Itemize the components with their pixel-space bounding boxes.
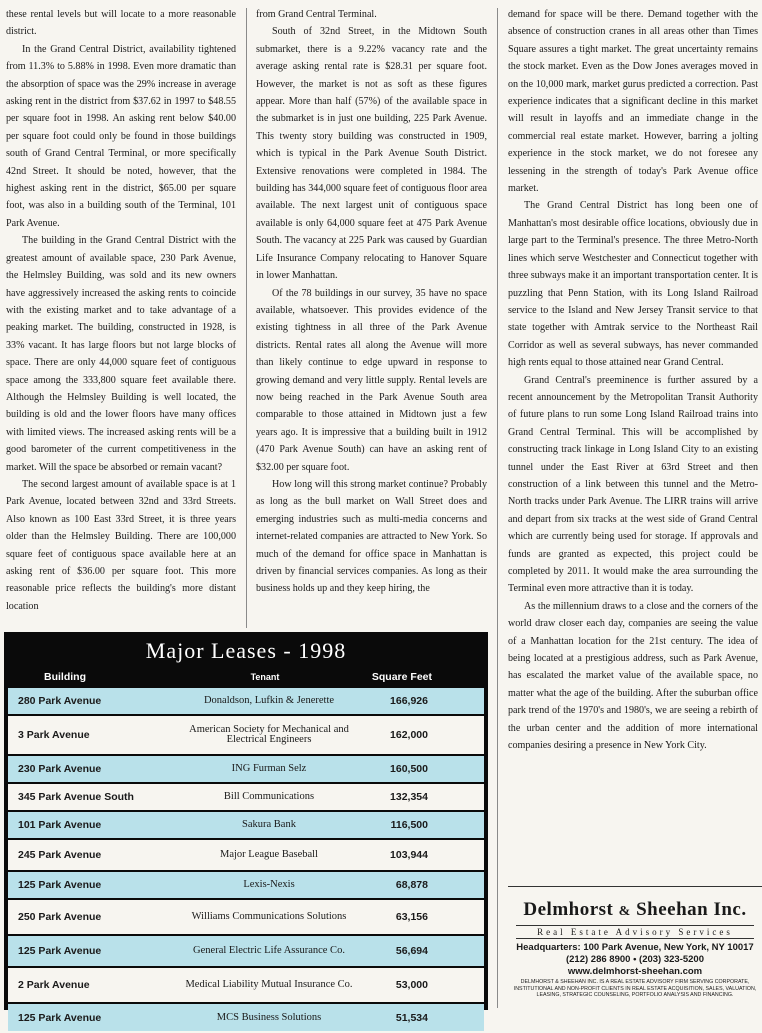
table-row [8, 688, 484, 714]
article-column-2 [256, 6, 487, 598]
paragraph: The second largest amount of available space is at 1 Park Avenue, located between 32nd and 33rd Streets. Also known as 100 East 33rd Street, it is three years older than the Helmsley Building. There are 100,000 square feet of contiguous space available here at an asking rent of $36.00 per square foot. This more reasonable price reflects the building's more distant location [6, 478, 236, 612]
building-cell: 345 Park Avenue South [18, 791, 134, 804]
sqft-cell: 68,878 [395, 879, 428, 892]
building-cell: 101 Park Avenue [18, 819, 102, 832]
tenant-cell: Bill Communications [223, 791, 315, 803]
tenant-cell: American Society for Mechanical and Electrical Engineers [189, 724, 349, 746]
paragraph: from Grand Central Terminal. [256, 9, 377, 20]
building-cell: 125 Park Avenue [18, 1011, 102, 1024]
sqft-cell: 53,000 [395, 979, 428, 992]
column-divider [246, 8, 247, 628]
phone-numbers: (212) 286 8900 • (203) 323-5200 [565, 954, 704, 965]
website-link[interactable]: www.delmhorst-sheehan.com [567, 966, 703, 977]
table-row [8, 812, 484, 838]
tenant-cell: Major League Baseball [220, 849, 318, 861]
building-cell: 280 Park Avenue [18, 695, 102, 708]
tenant-cell: Donaldson, Lufkin & Jenerette [203, 695, 335, 707]
table-row [8, 872, 484, 898]
footer-divider [508, 886, 762, 887]
firm-logo [508, 899, 762, 923]
headquarters-address: Headquarters: 100 Park Avenue, New York, NY 10017 [516, 942, 754, 953]
table-header [4, 670, 488, 684]
article-column-1 [6, 6, 236, 615]
paragraph: The Grand Central District has long been one of Manhattan's most desirable office locations, obviously due in large part to the Terminal's presence. The three Metro-North lines which serve Westchester and Connecticut together with three subways make it an important transportation center. It is puzzling that Penn Station, with its Long Island Railroad service to the Island and New Jersey Transit service to that state together with Amtrak service to the Northeast Rail Corridor as well as several subways, has never commanded high rents equal to those attained near Grand Central. [508, 200, 758, 369]
tenant-cell: MCS Business Solutions [216, 1011, 322, 1023]
table-body [8, 688, 484, 1033]
sqft-cell: 103,944 [390, 849, 428, 862]
sqft-cell: 160,500 [390, 763, 428, 776]
table-row [8, 756, 484, 782]
firm-name-part: Delmhorst [523, 899, 614, 920]
paragraph: Of the 78 buildings in our survey, 35 have no space available, whatsoever. This provides evidence of the existing tightness in all three of the Park Avenue districts. Rental rates all along the Avenue will more than likely continue to edge upward in response to growing demand and very little supply. Rental levels are now being reached in the Park Avenue South area comparable to those attained in Midtown just a few years ago. It is impressive that a building built in 1912 (470 Park Avenue South) can have an asking rent of $32.00 per square foot. [256, 287, 487, 473]
tenant-cell: Lexis-Nexis [243, 879, 295, 891]
firm-footer [508, 886, 762, 1012]
paragraph: Grand Central's preeminence is further assured by a recent announcement by the Metropolitan Transit Authority of future plans to run some Long Island Railroad trains into Grand Central Terminal. This will be accomplished by constructing track linkage in Long Island City to an existing tunnel under the East River at 63rd Street and then construction of a link between this tunnel and the Metro-North tracks under Park Avenue. The LIRR trains will arrive and depart from six tracks at the west side of Grand Central which are currently being used for storage. If approvals and funds are granted as expected, this project could be completed by 2011. It would make the area surrounding the Terminal even more attractive than it is today. [508, 374, 758, 595]
paragraph: In the Grand Central District, availability tightened from 11.3% to 5.88% in 1998. Even more dramatic than the absorption of space was the 29% increase in average asking rent in the district from $37.62 in 1997 to $48.55 per square foot in 1998. An asking rent below $40.00 per square foot could only be found in those buildings south of Grand Central Terminal, or more specifically 42nd Street. It should be noted, however, that the highest asking rent in the district, $65.00 per square foot, was also in a building south of the Terminal, 101 Park Avenue. [6, 43, 236, 229]
table-row [8, 900, 484, 934]
paragraph: South of 32nd Street, in the Midtown South submarket, there is a 9.22% vacancy rate and the average asking rental rate is $28.31 per square foot. However, the market is not as soft as these figures appear. More than half (57%) of the available space in the submarket is in just one building, 225 Park Avenue. This twenty story building was constructed in 1909, which is typical in the Park Avenue South District. Extensive renovations were completed in 1984. The building has 344,000 square feet of contiguous floor area available. The next largest unit of contiguous space available is only 64,000 square feet at 475 Park Avenue South. The vacancy at 225 Park was caused by Guardian Life Insurance Company relocating to Hanover Square in lower Manhattan. [256, 26, 487, 282]
column-divider [497, 8, 498, 1008]
major-leases-table [4, 632, 488, 1024]
tenant-cell: General Electric Life Assurance Co. [193, 945, 345, 957]
tenant-cell: Sakura Bank [242, 819, 296, 831]
sqft-cell: 116,500 [390, 819, 428, 832]
firm-name-part: Sheehan Inc. [636, 899, 747, 920]
sqft-cell: 132,354 [390, 791, 428, 804]
table-row [8, 1004, 484, 1030]
ampersand: & [618, 904, 631, 919]
sqft-cell: 63,156 [395, 911, 428, 924]
header-building: Building [44, 671, 86, 683]
building-cell: 250 Park Avenue [18, 911, 102, 924]
table-row [8, 840, 484, 870]
table-title: Major Leases - 1998 [145, 638, 347, 663]
sqft-cell: 166,926 [390, 695, 428, 708]
sqft-cell: 56,694 [395, 945, 428, 958]
tenant-cell: Williams Communications Solutions [191, 911, 347, 923]
paragraph: How long will this strong market continue? Probably as long as the bull market on Wall Street does and emerging industries such as multi-media concerns and internet-related companies are attracted to New York. So much of the demand for office space in Manhattan is driven by financial services companies. As long as their business holds up and they keep hiring, the [256, 478, 487, 595]
table-row [8, 716, 484, 754]
building-cell: 125 Park Avenue [18, 879, 102, 892]
building-cell: 245 Park Avenue [18, 849, 102, 862]
tenant-cell: ING Furman Selz [231, 763, 307, 775]
paragraph: The building in the Grand Central District with the greatest amount of available space, 230 Park Avenue, the Helmsley Building, was sold and its new owners have aggressively increased the asking rents to coincide with the existing market and to take advantage of a peaking market. The building, constructed in 1928, is 33% vacant. It has large floors but not large blocks of space. There are only 44,000 square feet of contiguous space among the 333,800 square feet available there. Although the Helmsley Building is well located, the building is old and the lower floors have many offices with limited views. The increased asking rents will be a good barometer of the current competitiveness in the market. Will the space be absorbed or remain vacant? [6, 235, 236, 473]
sqft-cell: 162,000 [390, 729, 428, 742]
paragraph: demand for space will be there. Demand together with the absence of construction cranes in all areas other than Times Square assures a tight market. The great uncertainty remains the stock market. Even as the Dow Jones averages moved in on the 10,000 mark, market gurus predicted a correction. Past experience indicates that a significant decline in this market will result in layoffs and an immediate change in the commercial real estate market. However, barring a jolting experience in the stock market, we do not foresee any lessening in the strength of today's Park Avenue office market. [508, 9, 758, 195]
paragraph: As the millennium draws to a close and the corners of the world draw closer each day, companies are seeing the value of a Manhattan location for the 21st century. The idea of being located at a prestigious address, such as Park Avenue, has escalated the market value of the available space, no matter what the age of the building. After the suburban office park trend of the 1970's and 1980's, we are seeing a rebirth of the urban center and the addition of more international companies desiring a presence in New York City. [508, 600, 758, 752]
table-row [8, 968, 484, 1002]
firm-description: DELMHORST & SHEEHAN INC. IS A REAL ESTATE ADVISORY FIRM SERVING CORPORATE, INSTITUTIONAL AND NON-PROFIT CLIENTS IN REAL ESTATE ACQUISITION, SALES, VALUATION, LEASING, STRATEGIC COUNSELING, PORTFOLIO ANALYSIS AND FINANCING. [513, 979, 757, 998]
building-cell: 125 Park Avenue [18, 945, 102, 958]
table-row [8, 784, 484, 810]
article-column-3 [508, 6, 758, 754]
sqft-cell: 51,534 [395, 1011, 428, 1024]
header-tenant: Tenant [250, 672, 280, 682]
header-square-feet: Square Feet [371, 671, 432, 683]
firm-tagline: Real Estate Advisory Services [516, 925, 754, 939]
table-row [8, 936, 484, 966]
tenant-cell: Medical Liability Mutual Insurance Co. [185, 979, 353, 991]
building-cell: 3 Park Avenue [18, 729, 90, 742]
building-cell: 2 Park Avenue [18, 979, 90, 992]
paragraph: these rental levels but will locate to a more reasonable district. [6, 9, 236, 38]
building-cell: 230 Park Avenue [18, 763, 102, 776]
